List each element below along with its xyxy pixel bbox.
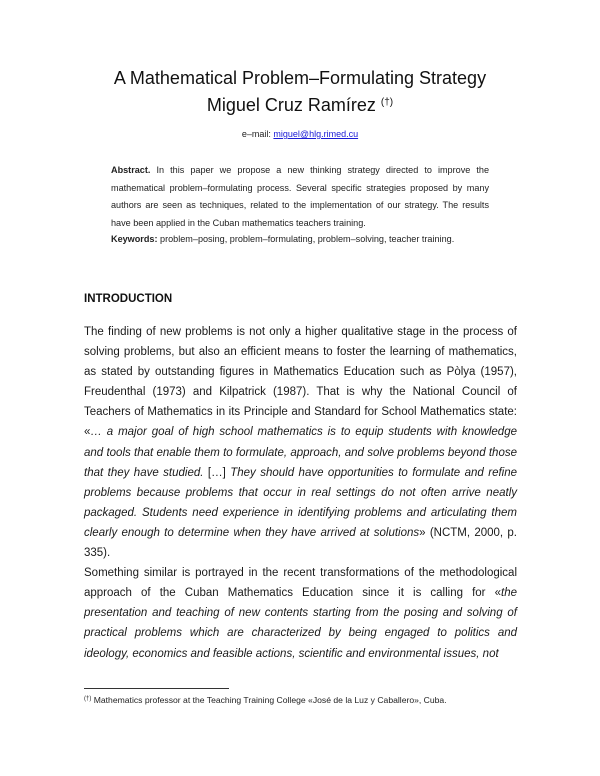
- paragraph-1: [84, 322, 517, 563]
- footnote: [84, 693, 524, 707]
- section-heading-introduction: INTRODUCTION: [84, 293, 173, 305]
- quote-ellipsis: […]: [203, 466, 231, 479]
- paragraph-2-intro: Something similar is portrayed in the recent transformations of the methodological approach of the Cuban Mathematics Education since it is calling for «: [84, 567, 517, 600]
- paragraph-2: [84, 563, 517, 663]
- abstract: [111, 162, 489, 232]
- abstract-text: In this paper we propose a new thinking strategy directed to improve the mathematical problem–formulating process. Several specific strategies proposed by many authors are seen as techniques, related to the implementation of our strategy. The results have been applied in the Cuban mathematics teachers training.: [111, 165, 489, 228]
- keywords-label: Keywords:: [111, 234, 158, 244]
- nctm-citation: » (NCTM, 2000, p. 335).: [84, 526, 517, 560]
- keywords: [111, 232, 511, 246]
- footnote-divider: [84, 688, 229, 689]
- nctm-quote-part-1: … a major goal of high school mathematics is to equip students with knowledge and tools that enable them to formulate, approach, and solve problems beyond those that they have studied.: [84, 426, 517, 479]
- footnote-text: Mathematics professor at the Teaching Training College «José de la Luz y Caballero», Cuba.: [93, 695, 447, 705]
- nctm-quote-part-2: They should have opportunities to formulate and refine problems because problems that occur in real settings do not often arrive neatly packaged. Students need experience in identifying problems and articulating them clearly enough to determine when they have arrived at solutions: [84, 466, 518, 539]
- footnote-mark: (†): [84, 696, 92, 702]
- paragraph-1-intro: The finding of new problems is not only a higher qualitative stage in the process of solving problems, but also an efficient means to foster the learning of mathematics, as stated by outstanding figures in Mathematics Education such as Pòlya (1957), Freudenthal (1973) and Kilpatrick (1987). That is why the National Council of Teachers of Mathematics in its Principle and Standard for School Mathematics state: «: [84, 326, 517, 439]
- keywords-text: problem–posing, problem–formulating, problem–solving, teacher training.: [160, 234, 455, 244]
- abstract-label: Abstract.: [111, 165, 151, 175]
- email-link[interactable]: miguel@hlg.rimed.cu: [273, 129, 359, 139]
- email-label: e–mail:: [241, 129, 271, 139]
- author-line: [0, 93, 600, 117]
- author-name: Miguel Cruz Ramírez: [206, 95, 376, 115]
- email-line: [0, 128, 600, 140]
- paper-title: A Mathematical Problem–Formulating Strategy: [113, 68, 487, 88]
- author-footnote-mark: (†): [380, 97, 394, 108]
- body-text: [84, 322, 517, 664]
- cuban-quote: the presentation and teaching of new contents starting from the posing and solving of practical problems which are characterized by being engaged to politics and ideology, economics and feasible actions, scientific and environmental issues, not: [84, 587, 517, 660]
